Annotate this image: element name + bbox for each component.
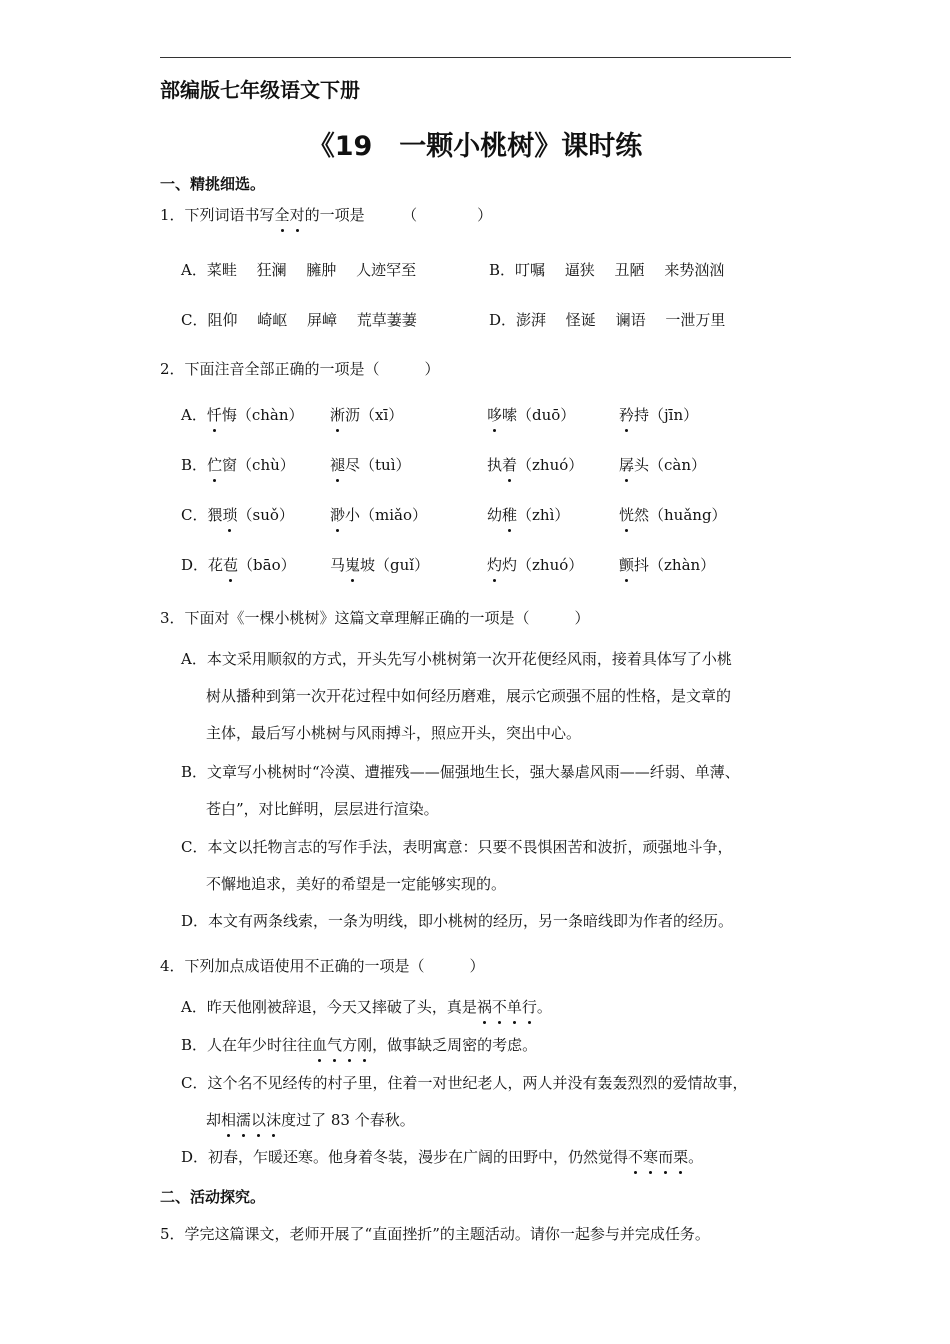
dotted-char: 栗 (673, 1148, 689, 1166)
dotted-char: 不 (628, 1148, 644, 1166)
question-2-option-cell: 马嵬坡（guǐ） (330, 556, 430, 574)
question-1-option-c: C．阻仰 崎岖 屏嶂 荒草萋萋 (181, 311, 417, 329)
question-2-option-cell: B．伫窗（chù） (181, 456, 295, 474)
question-2-option-cell: A．忏悔（chàn） (181, 406, 304, 424)
question-3-option-c: C．本文以托物言志的写作手法，表明寓意：只要不畏惧困苦和波折，顽强地斗争， 不懈地追求，美好的希望是一定能够实现的。 (181, 838, 733, 893)
question-2-option-cell: 颤抖（zhàn） (619, 556, 716, 574)
dotted-char: 灼 (487, 556, 503, 574)
dotted-char: 苞 (223, 556, 239, 574)
dotted-char: 濡 (236, 1111, 252, 1129)
dotted-char: 方 (342, 1036, 358, 1054)
dotted-char: 血 (312, 1036, 328, 1054)
question-2-stem: 2．下面注音全部正确的一项是（ ） (160, 360, 440, 378)
dotted-char: 伫 (207, 456, 223, 474)
dotted-char: 相 (221, 1111, 237, 1129)
question-3-option-d: D．本文有两条线索，一条为明线，即小桃树的经历，另一条暗线即为作者的经历。 (181, 912, 734, 930)
question-2-option-cell: 矜持（jīn） (619, 406, 699, 424)
header-rule (160, 57, 791, 58)
dotted-char: 寒 (643, 1148, 659, 1166)
dotted-char: 全 (274, 206, 290, 224)
dotted-char: 对 (289, 206, 305, 224)
section-heading-1: 一、精挑细选。 (160, 175, 266, 193)
question-4-option-a: A．昨天他刚被辞退，今天又摔破了头，真是祸不单行。 (181, 998, 552, 1016)
question-2-option-cell: C．猥琐（suǒ） (181, 506, 294, 524)
dotted-char: 矜 (619, 406, 635, 424)
dotted-char: 渺 (330, 506, 346, 524)
dotted-char: 忏 (206, 406, 222, 424)
dotted-char: 颤 (619, 556, 635, 574)
question-2-option-cell: 恍然（huǎng） (619, 506, 727, 524)
dotted-char: 行 (521, 998, 537, 1016)
document-header: 部编版七年级语文下册 (160, 78, 360, 102)
dotted-char: 哆 (487, 406, 503, 424)
question-2-option-cell: 哆嗦（duō） (487, 406, 576, 424)
question-1-option-b: B．叮嘱 逼狭 丑陋 来势汹汹 (489, 261, 725, 279)
dotted-char: 气 (327, 1036, 343, 1054)
question-4-option-b: B．人在年少时往往血气方刚，做事缺乏周密的考虑。 (181, 1036, 538, 1054)
question-1-option-d: D．澎湃 怪诞 谰语 一泄万里 (489, 311, 726, 329)
question-3-option-a: A．本文采用顺叙的方式，开头先写小桃树第一次开花便经风雨，接着具体写了小桃 树从播种到第一次开花过程中如何经历磨难，展示它顽强不屈的性格，是文章的 主体，最后写小桃树与风雨搏斗，照应开头，突出中心。 (181, 650, 732, 742)
dotted-char: 刚 (357, 1036, 373, 1054)
question-2-option-cell: D．花苞（bāo） (181, 556, 296, 574)
dotted-char: 不 (491, 998, 507, 1016)
dotted-char: 而 (658, 1148, 674, 1166)
dotted-char: 着 (502, 456, 518, 474)
question-4-option-c-cont: 却相濡以沫度过了 83 个春秋。 (206, 1111, 415, 1129)
dotted-char: 祸 (476, 998, 492, 1016)
question-3-stem: 3．下面对《一棵小桃树》这篇文章理解正确的一项是（ ） (160, 609, 590, 627)
question-2-option-cell: 执着（zhuó） (487, 456, 584, 474)
question-2-option-cell: 幼稚（zhì） (487, 506, 570, 524)
question-5-stem: 5．学完这篇课文，老师开展了“直面挫折”的主题活动。请你一起参与并完成任务。 (160, 1225, 710, 1243)
question-1-option-a: A．菜畦 狂澜 臃肿 人迹罕至 (181, 261, 417, 279)
question-2-option-cell: 淅沥（xī） (330, 406, 404, 424)
question-1-stem: 1．下列词语书写全对的一项是 （ ） (160, 206, 493, 224)
dotted-char: 单 (506, 998, 522, 1016)
section-heading-2: 二、活动探究。 (160, 1188, 266, 1206)
question-4-stem: 4．下列加点成语使用不正确的一项是（ ） (160, 957, 485, 975)
question-3-option-b: B．文章写小桃树时“冷漠、遭摧残——倔强地生长，强大暴虐风雨——纤弱、单薄、 苍白”，对比鲜明，层层进行渲染。 (181, 763, 740, 818)
page-title: 《19 一颗小桃树》课时练 (307, 131, 643, 162)
question-2-option-cell: 褪尽（tuì） (330, 456, 411, 474)
question-2-option-cell: 孱头（càn） (619, 456, 707, 474)
dotted-char: 琐 (222, 506, 238, 524)
dotted-char: 孱 (619, 456, 635, 474)
dotted-char: 稚 (502, 506, 518, 524)
dotted-char: 褪 (330, 456, 346, 474)
question-2-option-cell: 灼灼（zhuó） (487, 556, 584, 574)
dotted-char: 恍 (619, 506, 635, 524)
question-4-option-c: C．这个名不见经传的村子里，住着一对世纪老人，两人并没有轰轰烈烈的爱情故事， (181, 1074, 748, 1092)
dotted-char: 嵬 (345, 556, 361, 574)
dotted-char: 淅 (330, 406, 346, 424)
question-4-option-d: D．初春，乍暖还寒。他身着冬装，漫步在广阔的田野中，仍然觉得不寒而栗。 (181, 1148, 704, 1166)
question-2-option-cell: 渺小（miǎo） (330, 506, 428, 524)
dotted-char: 以 (251, 1111, 267, 1129)
dotted-char: 沫 (266, 1111, 282, 1129)
